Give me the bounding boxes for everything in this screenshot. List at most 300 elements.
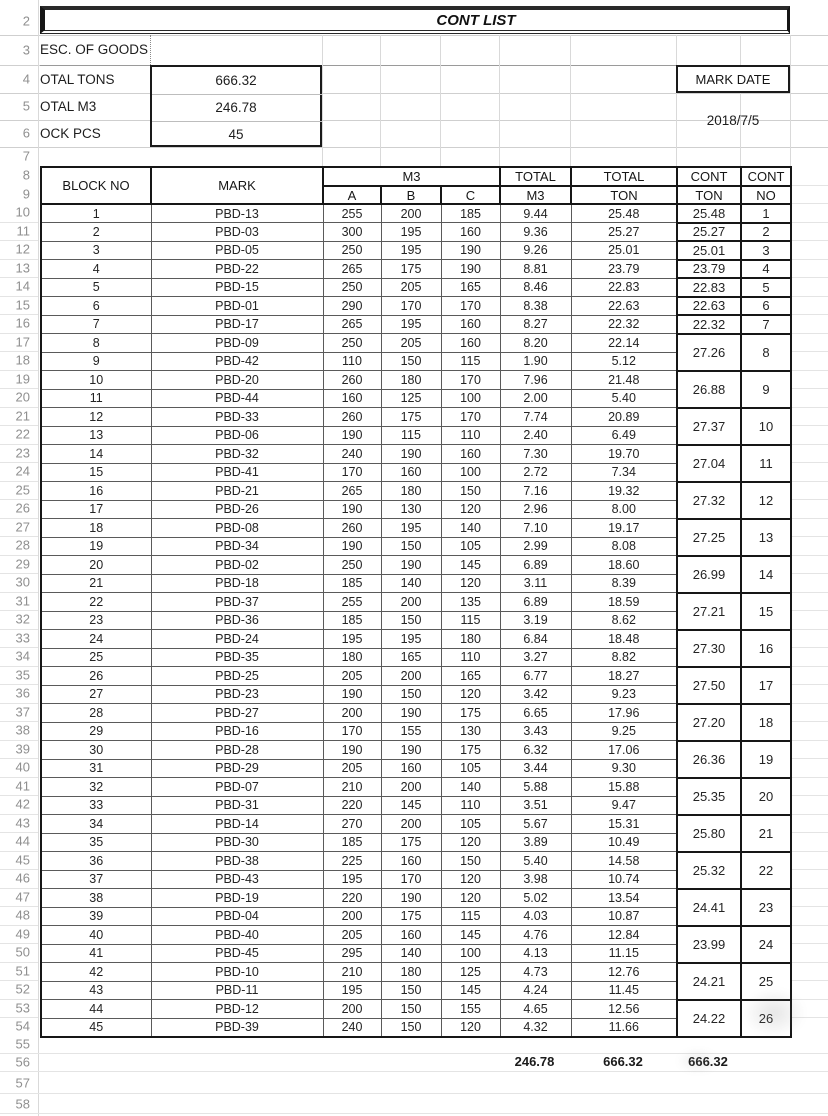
cell-total-ton[interactable]: 5.40 [571,389,677,408]
cell-b[interactable]: 165 [381,648,441,667]
cell-c[interactable]: 110 [441,648,500,667]
row-number[interactable]: 31 [15,593,30,609]
total-m3-value[interactable]: 246.78 [215,100,257,115]
cell-block-no[interactable]: 24 [41,630,151,649]
cell-b[interactable]: 145 [381,796,441,815]
cell-total-ton[interactable]: 19.70 [571,445,677,464]
cell-mark[interactable]: PBD-43 [151,870,323,889]
cell-c[interactable]: 120 [441,1018,500,1037]
col-header-cont-ton-bottom[interactable]: TON [677,186,741,204]
row-number[interactable]: 45 [15,852,30,868]
cell-total-ton[interactable]: 19.32 [571,482,677,501]
col-header-cont-no-top[interactable]: CONT [741,167,791,186]
cell-cont-no[interactable]: 11 [741,445,791,482]
cell-mark[interactable]: PBD-36 [151,611,323,630]
cell-total-ton[interactable]: 11.15 [571,944,677,963]
cell-b[interactable]: 150 [381,537,441,556]
cell-total-m3[interactable]: 2.40 [500,426,571,445]
cell-b[interactable]: 180 [381,371,441,390]
row-number[interactable]: 55 [15,1036,30,1052]
cell-a[interactable]: 265 [323,260,381,279]
cell-mark[interactable]: PBD-12 [151,1000,323,1019]
cell-mark[interactable]: PBD-07 [151,778,323,797]
cell-cont-no[interactable]: 8 [741,334,791,371]
cell-c[interactable]: 130 [441,722,500,741]
cell-cont-ton[interactable]: 26.88 [677,371,741,408]
cell-cont-ton[interactable]: 27.20 [677,704,741,741]
cell-c[interactable]: 145 [441,981,500,1000]
cell-mark[interactable]: PBD-22 [151,260,323,279]
cell-total-ton[interactable]: 25.27 [571,223,677,242]
cell-total-m3[interactable]: 8.81 [500,260,571,279]
row-number[interactable]: 48 [15,907,30,923]
cell-total-m3[interactable]: 7.96 [500,371,571,390]
cell-cont-ton[interactable]: 27.32 [677,482,741,519]
col-header-total-ton-bottom[interactable]: TON [571,186,677,204]
cell-total-m3[interactable]: 3.19 [500,611,571,630]
total-tons-label[interactable]: OTAL TONS [40,72,115,87]
cell-c[interactable]: 165 [441,667,500,686]
cell-cont-no[interactable]: 20 [741,778,791,815]
cell-cont-ton[interactable]: 23.99 [677,926,741,963]
cell-cont-no[interactable]: 18 [741,704,791,741]
cell-mark[interactable]: PBD-34 [151,537,323,556]
cell-total-m3[interactable]: 6.89 [500,593,571,612]
cell-total-ton[interactable]: 18.60 [571,556,677,575]
row-number[interactable]: 46 [15,870,30,886]
cell-cont-no[interactable]: 6 [741,297,791,316]
cell-a[interactable]: 250 [323,241,381,260]
row-number[interactable]: 25 [15,482,30,498]
cell-cont-no[interactable]: 26 [741,1000,791,1037]
row-number[interactable]: 34 [15,648,30,664]
cell-total-ton[interactable]: 10.49 [571,833,677,852]
cell-a[interactable]: 200 [323,1000,381,1019]
cell-cont-no[interactable]: 16 [741,630,791,667]
cell-a[interactable]: 240 [323,445,381,464]
cell-total-m3[interactable]: 3.43 [500,722,571,741]
cell-total-m3[interactable]: 3.98 [500,870,571,889]
cell-block-no[interactable]: 21 [41,574,151,593]
cell-a[interactable]: 260 [323,519,381,538]
cell-b[interactable]: 150 [381,611,441,630]
cell-c[interactable]: 150 [441,852,500,871]
row-number[interactable]: 12 [15,241,30,257]
cell-total-m3[interactable]: 9.36 [500,223,571,242]
cell-a[interactable]: 190 [323,741,381,760]
cell-cont-no[interactable]: 10 [741,408,791,445]
cell-block-no[interactable]: 44 [41,1000,151,1019]
cell-a[interactable]: 270 [323,815,381,834]
cell-total-ton[interactable]: 8.39 [571,574,677,593]
cell-block-no[interactable]: 15 [41,463,151,482]
cell-c[interactable]: 165 [441,278,500,297]
cell-a[interactable]: 195 [323,981,381,1000]
cell-b[interactable]: 180 [381,963,441,982]
row-number[interactable]: 40 [15,759,30,775]
cell-b[interactable]: 115 [381,426,441,445]
cell-a[interactable]: 210 [323,778,381,797]
cell-mark[interactable]: PBD-21 [151,482,323,501]
cell-a[interactable]: 300 [323,223,381,242]
cell-total-ton[interactable]: 8.00 [571,500,677,519]
cell-cont-no[interactable]: 5 [741,278,791,297]
cell-cont-ton[interactable]: 25.48 [677,204,741,223]
row-number[interactable]: 7 [22,148,30,164]
cell-mark[interactable]: PBD-27 [151,704,323,723]
cell-cont-no[interactable]: 23 [741,889,791,926]
cell-b[interactable]: 200 [381,204,441,223]
cell-b[interactable]: 205 [381,334,441,353]
cell-mark[interactable]: PBD-15 [151,278,323,297]
cell-c[interactable]: 115 [441,907,500,926]
cell-mark[interactable]: PBD-03 [151,223,323,242]
cell-b[interactable]: 155 [381,722,441,741]
cell-b[interactable]: 190 [381,556,441,575]
total-tons-value[interactable]: 666.32 [215,73,257,88]
cell-total-ton[interactable]: 12.56 [571,1000,677,1019]
cell-block-no[interactable]: 23 [41,611,151,630]
row-number[interactable]: 5 [22,98,30,114]
cell-c[interactable]: 140 [441,778,500,797]
cell-c[interactable]: 125 [441,963,500,982]
cell-cont-no[interactable]: 1 [741,204,791,223]
cell-a[interactable]: 255 [323,204,381,223]
cell-a[interactable]: 190 [323,685,381,704]
cell-total-ton[interactable]: 11.66 [571,1018,677,1037]
cell-block-no[interactable]: 13 [41,426,151,445]
cell-b[interactable]: 160 [381,852,441,871]
col-header-m3-group[interactable]: M3 [323,167,500,186]
cell-c[interactable]: 160 [441,334,500,353]
cell-mark[interactable]: PBD-29 [151,759,323,778]
cell-a[interactable]: 170 [323,463,381,482]
row-number[interactable]: 20 [15,389,30,405]
row-number[interactable]: 57 [15,1075,30,1091]
cell-cont-ton[interactable]: 22.83 [677,278,741,297]
col-header-a[interactable]: A [323,186,381,204]
cell-total-m3[interactable]: 4.65 [500,1000,571,1019]
col-header-cont-ton-top[interactable]: CONT [677,167,741,186]
cell-total-ton[interactable]: 22.14 [571,334,677,353]
cell-mark[interactable]: PBD-25 [151,667,323,686]
cell-cont-no[interactable]: 12 [741,482,791,519]
cell-block-no[interactable]: 36 [41,852,151,871]
cell-total-ton[interactable]: 21.48 [571,371,677,390]
cell-total-ton[interactable]: 15.88 [571,778,677,797]
row-number[interactable]: 16 [15,315,30,331]
cell-total-ton[interactable]: 25.48 [571,204,677,223]
cell-a[interactable]: 190 [323,500,381,519]
cell-total-ton[interactable]: 25.01 [571,241,677,260]
cell-b[interactable]: 195 [381,223,441,242]
cell-b[interactable]: 125 [381,389,441,408]
cell-cont-no[interactable]: 17 [741,667,791,704]
cell-block-no[interactable]: 17 [41,500,151,519]
cell-block-no[interactable]: 5 [41,278,151,297]
row-number[interactable]: 49 [15,926,30,942]
cell-a[interactable]: 240 [323,1018,381,1037]
cell-c[interactable]: 170 [441,408,500,427]
cell-b[interactable]: 150 [381,685,441,704]
cell-block-no[interactable]: 20 [41,556,151,575]
cell-b[interactable]: 160 [381,926,441,945]
cell-block-no[interactable]: 41 [41,944,151,963]
cell-c[interactable]: 115 [441,611,500,630]
cell-a[interactable]: 260 [323,408,381,427]
cell-a[interactable]: 265 [323,482,381,501]
cell-a[interactable]: 200 [323,704,381,723]
cell-cont-no[interactable]: 4 [741,260,791,279]
cell-mark[interactable]: PBD-05 [151,241,323,260]
cell-b[interactable]: 200 [381,667,441,686]
cell-c[interactable]: 105 [441,759,500,778]
row-number[interactable]: 27 [15,519,30,535]
cell-a[interactable]: 205 [323,667,381,686]
col-header-total-ton-top[interactable]: TOTAL [571,167,677,186]
cell-block-no[interactable]: 35 [41,833,151,852]
cell-b[interactable]: 200 [381,593,441,612]
cell-total-m3[interactable]: 5.02 [500,889,571,908]
cell-total-ton[interactable]: 19.17 [571,519,677,538]
cell-cont-ton[interactable]: 26.99 [677,556,741,593]
cell-c[interactable]: 145 [441,556,500,575]
row-number[interactable]: 24 [15,463,30,479]
cell-total-m3[interactable]: 3.44 [500,759,571,778]
row-number[interactable]: 9 [22,186,30,202]
cell-b[interactable]: 140 [381,574,441,593]
row-number[interactable]: 53 [15,1000,30,1016]
desc-of-goods-label[interactable]: ESC. OF GOODS [40,42,149,57]
cell-total-ton[interactable]: 8.82 [571,648,677,667]
cell-total-m3[interactable]: 3.42 [500,685,571,704]
cell-total-ton[interactable]: 9.23 [571,685,677,704]
cell-cont-ton[interactable]: 24.21 [677,963,741,1000]
cell-mark[interactable]: PBD-45 [151,944,323,963]
cell-mark[interactable]: PBD-14 [151,815,323,834]
cell-a[interactable]: 200 [323,907,381,926]
cell-cont-no[interactable]: 13 [741,519,791,556]
row-number[interactable]: 13 [15,260,30,276]
cell-total-m3[interactable]: 4.24 [500,981,571,1000]
cell-mark[interactable]: PBD-20 [151,371,323,390]
cell-mark[interactable]: PBD-06 [151,426,323,445]
row-number[interactable]: 38 [15,722,30,738]
block-pcs-label[interactable]: OCK PCS [40,126,101,141]
cell-total-ton[interactable]: 18.27 [571,667,677,686]
cell-block-no[interactable]: 28 [41,704,151,723]
cell-b[interactable]: 175 [381,260,441,279]
cell-c[interactable]: 135 [441,593,500,612]
cell-mark[interactable]: PBD-33 [151,408,323,427]
cell-cont-ton[interactable]: 27.04 [677,445,741,482]
cell-total-m3[interactable]: 3.89 [500,833,571,852]
cell-block-no[interactable]: 30 [41,741,151,760]
cell-total-m3[interactable]: 6.65 [500,704,571,723]
cell-total-ton[interactable]: 23.79 [571,260,677,279]
cell-total-m3[interactable]: 7.10 [500,519,571,538]
cell-a[interactable]: 110 [323,352,381,371]
cell-total-m3[interactable]: 4.13 [500,944,571,963]
cell-mark[interactable]: PBD-04 [151,907,323,926]
cell-total-ton[interactable]: 10.87 [571,907,677,926]
cell-mark[interactable]: PBD-41 [151,463,323,482]
cell-b[interactable]: 195 [381,315,441,334]
cell-total-m3[interactable]: 8.38 [500,297,571,316]
cell-a[interactable]: 190 [323,537,381,556]
mark-date-label-cell[interactable] [676,65,790,93]
cell-b[interactable]: 200 [381,815,441,834]
row-number[interactable]: 6 [22,125,30,141]
cell-total-ton[interactable]: 13.54 [571,889,677,908]
cell-total-ton[interactable]: 18.59 [571,593,677,612]
cell-block-no[interactable]: 22 [41,593,151,612]
row-number[interactable]: 32 [15,611,30,627]
cell-a[interactable]: 260 [323,371,381,390]
cell-c[interactable]: 100 [441,944,500,963]
cell-total-m3[interactable]: 9.44 [500,204,571,223]
cell-mark[interactable]: PBD-40 [151,926,323,945]
cell-b[interactable]: 160 [381,759,441,778]
cell-total-ton[interactable]: 15.31 [571,815,677,834]
cell-total-m3[interactable]: 8.20 [500,334,571,353]
row-number[interactable]: 35 [15,667,30,683]
row-number[interactable]: 22 [15,426,30,442]
cell-c[interactable]: 120 [441,685,500,704]
cell-a[interactable]: 290 [323,297,381,316]
cell-a[interactable]: 170 [323,722,381,741]
cont-list-table[interactable] [40,166,792,1038]
cell-total-m3[interactable]: 3.51 [500,796,571,815]
cell-total-m3[interactable]: 9.26 [500,241,571,260]
col-header-total-m3-top[interactable]: TOTAL [500,167,571,186]
cell-total-m3[interactable]: 8.46 [500,278,571,297]
row-number[interactable]: 37 [15,704,30,720]
cell-cont-ton[interactable]: 27.30 [677,630,741,667]
cell-cont-ton[interactable]: 24.41 [677,889,741,926]
cell-block-no[interactable]: 14 [41,445,151,464]
cell-a[interactable]: 250 [323,278,381,297]
cell-b[interactable]: 160 [381,463,441,482]
cell-block-no[interactable]: 25 [41,648,151,667]
cell-total-m3[interactable]: 7.16 [500,482,571,501]
row-number[interactable]: 33 [15,630,30,646]
cell-cont-ton[interactable]: 25.32 [677,852,741,889]
cell-c[interactable]: 120 [441,574,500,593]
cell-mark[interactable]: PBD-13 [151,204,323,223]
cell-b[interactable]: 175 [381,833,441,852]
cell-mark[interactable]: PBD-01 [151,297,323,316]
cell-mark[interactable]: PBD-08 [151,519,323,538]
col-header-mark[interactable]: MARK [151,167,323,204]
row-number[interactable]: 17 [15,334,30,350]
cell-a[interactable]: 210 [323,963,381,982]
cell-b[interactable]: 195 [381,519,441,538]
cell-cont-no[interactable]: 2 [741,223,791,242]
cell-a[interactable]: 180 [323,648,381,667]
row-number[interactable]: 43 [15,815,30,831]
cell-c[interactable]: 175 [441,741,500,760]
row-number[interactable]: 30 [15,574,30,590]
cell-block-no[interactable]: 9 [41,352,151,371]
cell-total-m3[interactable]: 5.67 [500,815,571,834]
cell-block-no[interactable]: 2 [41,223,151,242]
cell-total-ton[interactable]: 17.06 [571,741,677,760]
cell-b[interactable]: 205 [381,278,441,297]
cell-total-ton[interactable]: 22.63 [571,297,677,316]
cell-total-m3[interactable]: 2.96 [500,500,571,519]
row-number[interactable]: 15 [15,297,30,313]
cell-total-m3[interactable]: 6.84 [500,630,571,649]
cell-c[interactable]: 190 [441,260,500,279]
cell-b[interactable]: 140 [381,944,441,963]
cell-total-m3[interactable]: 6.32 [500,741,571,760]
cell-cont-ton[interactable]: 25.35 [677,778,741,815]
cell-cont-no[interactable]: 9 [741,371,791,408]
cell-c[interactable]: 140 [441,519,500,538]
row-number[interactable]: 51 [15,963,30,979]
cell-total-ton[interactable]: 11.45 [571,981,677,1000]
cell-cont-ton[interactable]: 27.21 [677,593,741,630]
cell-b[interactable]: 150 [381,1018,441,1037]
row-number[interactable]: 19 [15,371,30,387]
mark-date-value-cell[interactable] [676,93,790,147]
cell-cont-ton[interactable]: 25.80 [677,815,741,852]
cell-c[interactable]: 120 [441,889,500,908]
cell-total-ton[interactable]: 10.74 [571,870,677,889]
cell-mark[interactable]: PBD-11 [151,981,323,1000]
row-number[interactable]: 52 [15,981,30,997]
col-header-cont-no-bottom[interactable]: NO [741,186,791,204]
cell-block-no[interactable]: 39 [41,907,151,926]
cell-b[interactable]: 150 [381,1000,441,1019]
cell-a[interactable]: 250 [323,556,381,575]
cell-total-m3[interactable]: 7.30 [500,445,571,464]
cell-block-no[interactable]: 34 [41,815,151,834]
cell-b[interactable]: 190 [381,704,441,723]
footer-cont-ton-total[interactable]: 666.32 [688,1054,728,1069]
cell-a[interactable]: 225 [323,852,381,871]
cell-block-no[interactable]: 11 [41,389,151,408]
cell-a[interactable]: 185 [323,611,381,630]
row-number[interactable]: 50 [15,944,30,960]
cell-cont-ton[interactable]: 22.32 [677,315,741,334]
cell-cont-ton[interactable]: 27.26 [677,334,741,371]
cell-block-no[interactable]: 6 [41,297,151,316]
cell-total-m3[interactable]: 2.00 [500,389,571,408]
cell-mark[interactable]: PBD-37 [151,593,323,612]
cell-total-ton[interactable]: 8.62 [571,611,677,630]
cell-a[interactable]: 205 [323,926,381,945]
cell-total-ton[interactable]: 22.83 [571,278,677,297]
cell-a[interactable]: 160 [323,389,381,408]
row-number[interactable]: 26 [15,500,30,516]
cell-total-ton[interactable]: 7.34 [571,463,677,482]
cell-mark[interactable]: PBD-35 [151,648,323,667]
cell-mark[interactable]: PBD-31 [151,796,323,815]
cell-c[interactable]: 160 [441,223,500,242]
cell-b[interactable]: 190 [381,741,441,760]
cell-cont-no[interactable]: 25 [741,963,791,1000]
cell-mark[interactable]: PBD-26 [151,500,323,519]
cell-mark[interactable]: PBD-30 [151,833,323,852]
cell-total-m3[interactable]: 2.72 [500,463,571,482]
cell-c[interactable]: 160 [441,445,500,464]
cell-c[interactable]: 155 [441,1000,500,1019]
cell-block-no[interactable]: 32 [41,778,151,797]
cell-cont-no[interactable]: 14 [741,556,791,593]
cell-block-no[interactable]: 3 [41,241,151,260]
